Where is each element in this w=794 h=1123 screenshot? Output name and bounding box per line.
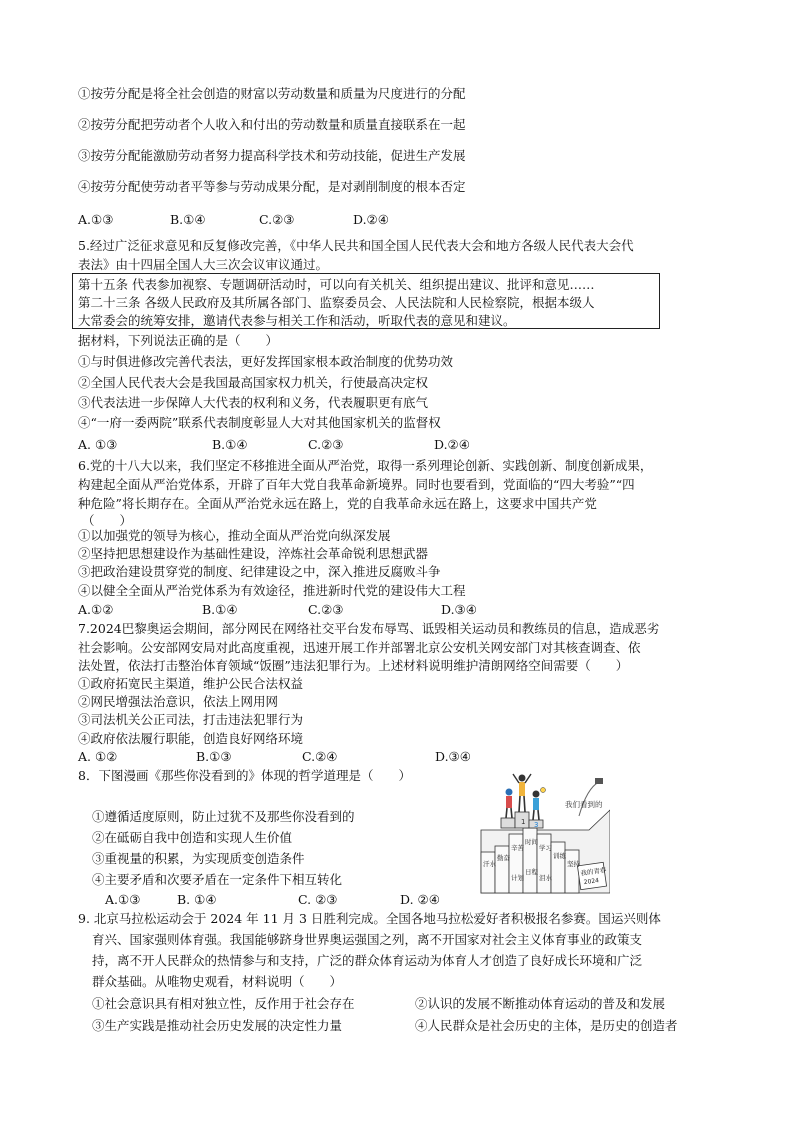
- q4-statement-1: ①按劳分配是将全社会创造的财富以劳动数量和质量为尺度进行的分配: [78, 86, 466, 101]
- q7-statement-1: ①政府拓宽民主渠道，维护公民合法权益: [78, 676, 304, 691]
- q8-option-b[interactable]: B. ①④: [177, 892, 217, 907]
- q9-stem-line-3: 持，离不开人民群众的热情参与和支持，广泛的群众体育运动为体育人才创造了良好成长环境和广泛: [92, 953, 643, 968]
- q4-statement-4: ④按劳分配使劳动者平等参与劳动成果分配，是对剥削制度的根本否定: [78, 179, 466, 194]
- q5-material-line-3: 大常委会的统筹安排，邀请代表参与相关工作和活动，听取代表的意见和建议。: [78, 313, 516, 328]
- q7-statement-4: ④政府依法履行职能，创造良好网络环境: [78, 731, 304, 746]
- q5-option-b[interactable]: B.①④: [212, 437, 248, 452]
- q4-statement-2: ②按劳分配把劳动者个人收入和付出的劳动数量和质量直接联系在一起: [78, 117, 466, 132]
- comic-step-word: 计划: [511, 874, 524, 882]
- q8-statement-2: ②在砥砺自我中创造和实现人生价值: [92, 830, 293, 845]
- comic-caption: 我们看到的: [565, 800, 603, 809]
- comic-step-word: 时间: [525, 838, 538, 846]
- q8-option-a[interactable]: A.①③: [105, 892, 141, 907]
- q9-stem-line-1: 9. 北京马拉松运动会于 2024 年 11 月 3 日胜利完成。全国各地马拉松爱好者积极报名参赛。国运兴则体: [78, 911, 661, 926]
- q6-stem-line-4: （ ）: [82, 513, 133, 528]
- q7-statement-3: ③司法机关公正司法，打击违法犯罪行为: [78, 712, 304, 727]
- comic-step-word: 日程: [525, 868, 538, 876]
- q8-statement-1: ①遵循适度原则，防止过犹不及那些你没看到的: [92, 809, 355, 824]
- comic-step-word: 学习: [539, 844, 552, 852]
- comic-illustration: [479, 768, 610, 896]
- q5-statement-2: ②全国人民代表大会是我国最高国家权力机关，行使最高决定权: [78, 375, 429, 390]
- comic-step-word: 泪水: [539, 874, 552, 882]
- q8-stem: 8．下图漫画《那些你没看到的》体现的哲学道理是（ ）: [78, 768, 411, 783]
- q6-option-a[interactable]: A.①②: [78, 602, 114, 617]
- q5-statement-3: ③代表法进一步保障人大代表的权利和义务，代表履职更有底气: [78, 395, 429, 410]
- q5-stem-line-1: 5.经过广泛征求意见和反复修改完善，《中华人民共和国全国人民代表大会和地方各级人民代表大会代: [78, 238, 634, 253]
- q8-option-c[interactable]: C. ②③: [298, 892, 338, 907]
- q9-statement-4: ④人民群众是社会历史的主体，是历史的创造者: [415, 1018, 678, 1033]
- comic-step-word: 辛苦: [511, 844, 524, 852]
- q9-statement-1: ①社会意识具有相对独立性，反作用于社会存在: [92, 996, 355, 1011]
- comic-step-word: 汗水: [483, 860, 496, 868]
- q7-option-d[interactable]: D.③④: [435, 749, 471, 764]
- q6-option-d[interactable]: D.③④: [441, 602, 477, 617]
- q5-lead: 据材料，下列说法正确的是（ ）: [78, 333, 279, 348]
- q5-option-d[interactable]: D.②④: [434, 437, 470, 452]
- q9-statement-3: ③生产实践是推动社会历史发展的决定性力量: [92, 1018, 343, 1033]
- q6-stem-line-3: 种危险”将长期存在。全面从严治党永远在路上，党的自我革命永远在路上，这要求中国共产党: [78, 496, 597, 511]
- q7-stem-line-2: 社会影响。公安部网安局对此高度重视，迅速开展工作并部署北京公安机关网安部门对其核查调查、依: [78, 640, 641, 655]
- svg-text:3: 3: [534, 821, 539, 829]
- svg-text:1: 1: [521, 818, 526, 826]
- comic-step-word: 训练: [553, 852, 566, 860]
- q6-statement-4: ④以健全全面从严治党体系为有效途径，推进新时代党的建设伟大工程: [78, 583, 466, 598]
- q4-option-b[interactable]: B.①④: [170, 212, 206, 227]
- q7-option-a[interactable]: A. ①②: [78, 749, 118, 764]
- q6-stem-line-2: 构建起全面从严治党体系，开辟了百年大党自我革命新境界。同时也要看到，党面临的“四大考验”“四: [78, 477, 635, 492]
- q8-option-d[interactable]: D. ②④: [400, 892, 440, 907]
- q4-option-a[interactable]: A.①③: [78, 212, 114, 227]
- q7-option-c[interactable]: C.②④: [302, 749, 338, 764]
- q6-option-c[interactable]: C.②③: [308, 602, 344, 617]
- q5-statement-1: ①与时俱进修改完善代表法，更好发挥国家根本政治制度的优势功效: [78, 354, 454, 369]
- q6-statement-2: ②坚持把思想建设作为基础性建设，淬炼社会革命锐利思想武器: [78, 546, 429, 561]
- q5-statement-4: ④“一府一委两院”联系代表制度彰显人大对其他国家机关的监督权: [78, 415, 441, 430]
- comic-sign-year: 2024: [583, 877, 600, 887]
- q9-statement-2: ②认识的发展不断推动体育运动的普及和发展: [415, 996, 666, 1011]
- q5-option-c[interactable]: C.②③: [308, 437, 344, 452]
- q7-stem-line-1: 7.2024巴黎奥运会期间，部分网民在网络社交平台发布辱骂、诋毁相关运动员和教练员的信息，造成恶劣: [78, 621, 660, 636]
- q6-statement-3: ③把政治建设贯穿党的制度、纪律建设之中，深入推进反腐败斗争: [78, 564, 441, 579]
- comic-step-word: 坚持: [567, 860, 580, 868]
- q7-option-b[interactable]: B.①③: [196, 749, 232, 764]
- q7-statement-2: ②网民增强法治意识，依法上网用网: [78, 694, 279, 709]
- q5-material-line-2: 第二十三条 各级人民政府及其所属各部门、监察委员会、人民法院和人民检察院，根据本级人: [78, 295, 595, 310]
- q4-option-d[interactable]: D.②④: [353, 212, 389, 227]
- comic-sign-text: 我的青春: [579, 865, 607, 878]
- q6-option-b[interactable]: B.①④: [202, 602, 238, 617]
- q8-statement-3: ③重视量的积累，为实现质变创造条件: [92, 851, 305, 866]
- q7-stem-line-3: 法处置，依法打击整治体育领域“饭圈”违法犯罪行为。上述材料说明维护清朗网络空间需要（ ）: [78, 658, 629, 673]
- q4-option-c[interactable]: C.②③: [259, 212, 295, 227]
- q4-statement-3: ③按劳分配能激励劳动者努力提高科学技术和劳动技能，促进生产发展: [78, 148, 466, 163]
- q6-stem-line-1: 6.党的十八大以来，我们坚定不移推进全面从严治党，取得一系列理论创新、实践创新、制度创新成果，: [78, 458, 653, 473]
- q9-stem-line-4: 群众基础。从唯物史观看，材料说明（ ）: [92, 974, 343, 989]
- q5-stem-line-2: 表法》由十四届全国人大三次会议审议通过。: [78, 257, 329, 272]
- comic-step-word: 勤奋: [497, 854, 510, 862]
- q9-stem-line-2: 育兴、国家强则体育强。我国能够跻身世界奥运强国之列，离不开国家对社会主义体育事业的政策支: [92, 932, 643, 947]
- q5-material-line-1: 第十五条 代表参加视察、专题调研活动时，可以向有关机关、组织提出建议、批评和意见……: [78, 277, 595, 292]
- q5-option-a[interactable]: A. ①③: [78, 437, 118, 452]
- q6-statement-1: ①以加强党的领导为核心，推动全面从严治党向纵深发展: [78, 528, 391, 543]
- q8-statement-4: ④主要矛盾和次要矛盾在一定条件下相互转化: [92, 872, 343, 887]
